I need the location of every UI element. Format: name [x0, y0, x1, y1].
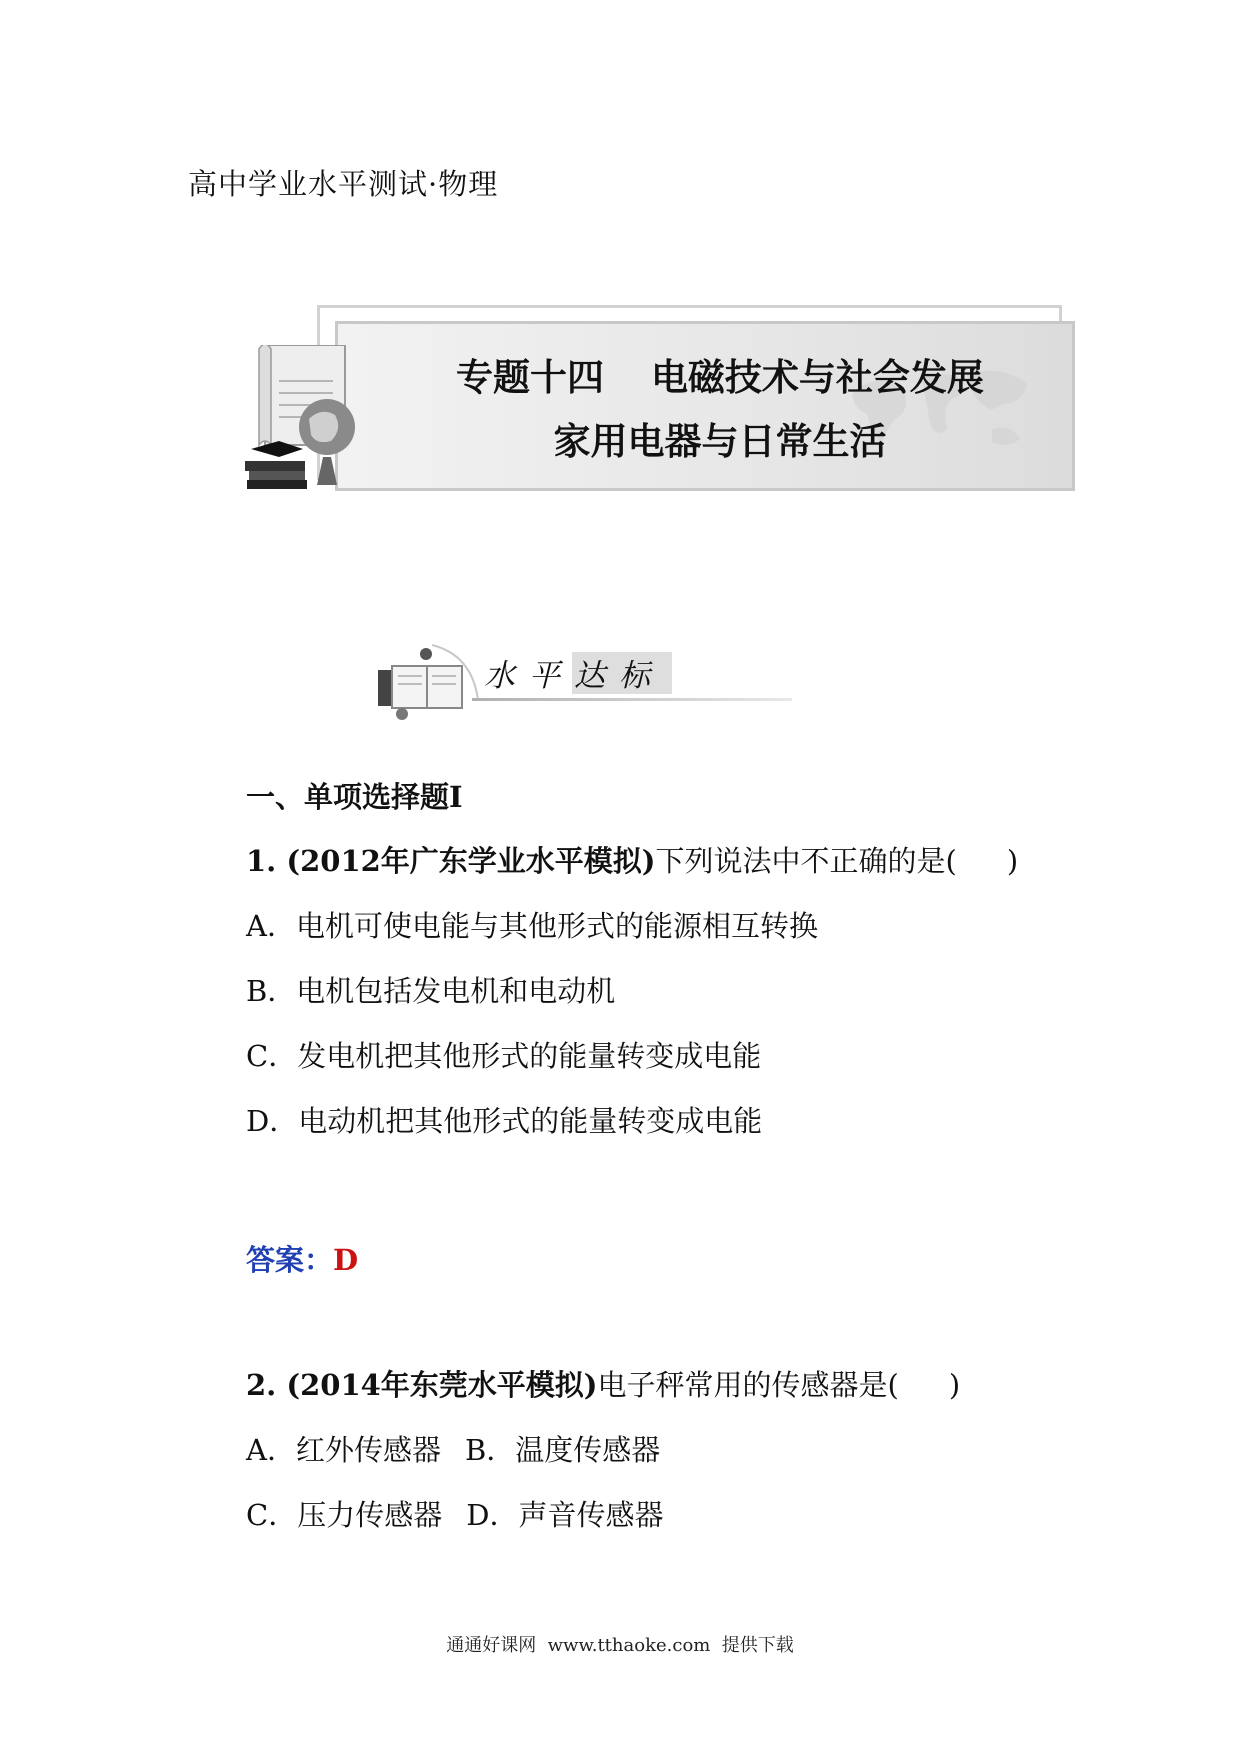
question-2-option-c: C．压力传感器 [246, 1498, 443, 1532]
page-footer: 通通好课网 www.tthaoke.com 提供下载 [446, 1635, 794, 1656]
answer-value: D [333, 1243, 359, 1277]
question-1-option-a: A．电机可使电能与其他形式的能源相互转换 [246, 909, 818, 943]
question-2-option-a: A．红外传感器 [246, 1433, 441, 1467]
question-1-source: 1. (2012年广东学业水平模拟) [246, 844, 656, 878]
question-2-option-b: B．温度传感器 [464, 1433, 661, 1467]
question-2-option-d: D．声音传感器 [466, 1498, 664, 1532]
badge-underline [472, 698, 792, 701]
question-2-options-row2 [246, 1493, 663, 1534]
diploma-globe-icon [245, 345, 385, 495]
question-2-stem [246, 1363, 960, 1404]
question-1-option-c: C．发电机把其他形式的能量转变成电能 [246, 1039, 762, 1073]
banner-title-line1 [410, 345, 1030, 409]
question-2-source: 2. (2014年东莞水平模拟) [246, 1368, 598, 1402]
question-1-close: ) [1006, 844, 1019, 878]
section-heading: 一、单项选择题Ⅰ [246, 780, 463, 814]
page-header: 高中学业水平测试·物理 [188, 167, 499, 201]
topic-number: 专题十四 [456, 355, 605, 399]
badge-label: 水平达标 [484, 658, 664, 694]
question-2-text: 电子秤常用的传感器是( [597, 1368, 899, 1402]
question-2-options-row1 [246, 1428, 660, 1469]
banner-title [410, 345, 1030, 473]
title-banner [245, 305, 1075, 500]
book-icon [372, 640, 482, 730]
question-1-option-b: B．电机包括发电机和电动机 [246, 974, 616, 1008]
question-1-answer [246, 1238, 358, 1279]
question-1-text: 下列说法中不正确的是( [655, 844, 957, 878]
question-1-stem [246, 839, 1018, 880]
question-1-option-d: D．电动机把其他形式的能量转变成电能 [246, 1104, 763, 1138]
question-2-close: ) [948, 1368, 961, 1402]
section-badge [372, 640, 792, 730]
answer-label: 答案： [246, 1243, 334, 1277]
banner-title-line2: 家用电器与日常生活 [553, 419, 887, 463]
topic-name: 电磁技术与社会发展 [650, 355, 984, 399]
